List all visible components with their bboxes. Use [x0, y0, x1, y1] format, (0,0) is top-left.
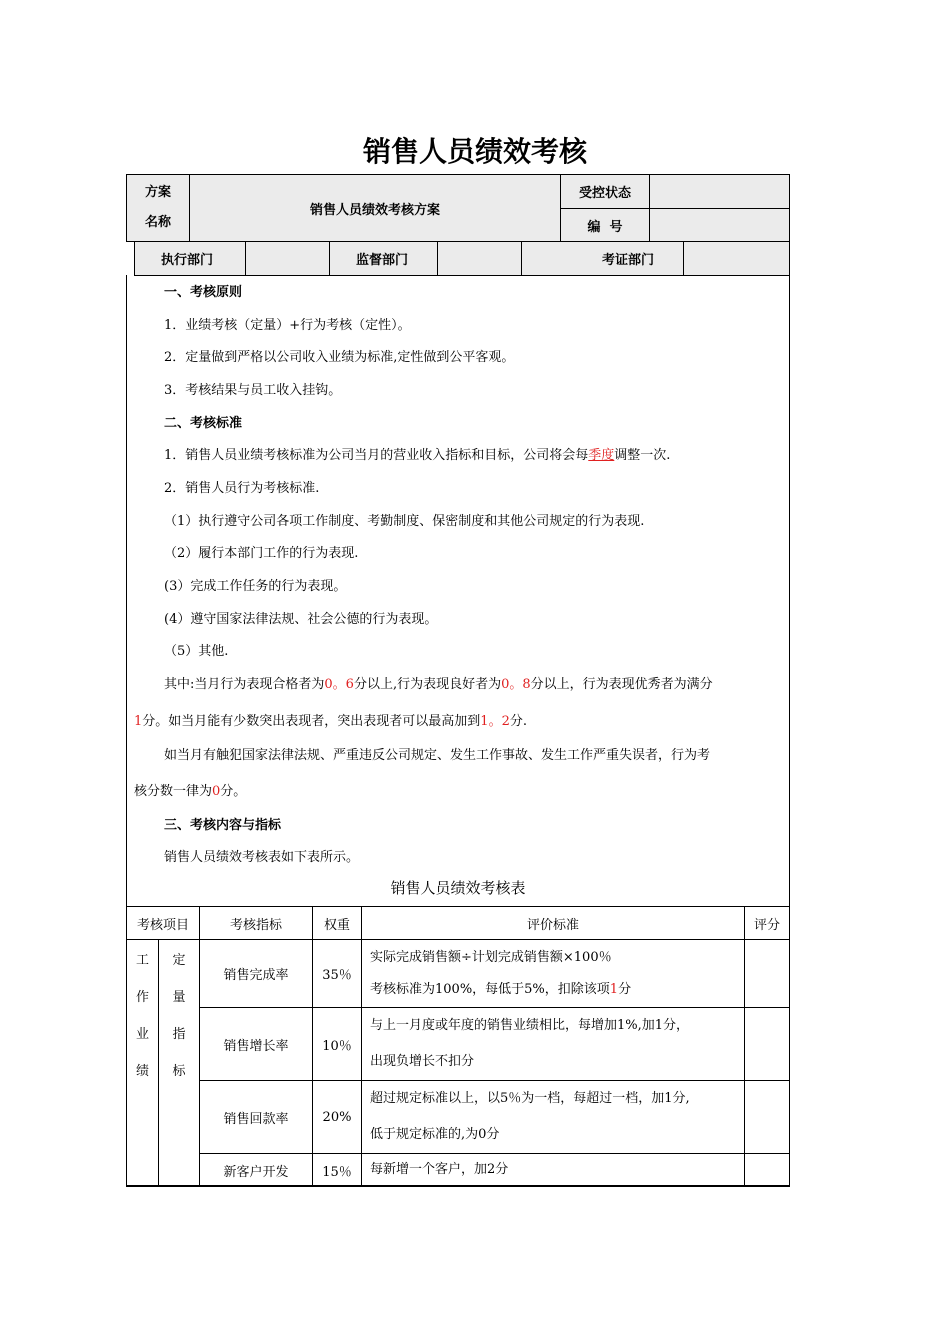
p1-text-d: 分。如当月能有少数突出表现者，突出表现者可以最高加到: [142, 714, 481, 729]
scheme-name-label-line1: 方案: [144, 185, 171, 200]
kpi-criteria: [362, 1081, 745, 1154]
category-char: 工: [135, 953, 149, 968]
kpi-score-cell: [745, 940, 790, 1008]
kpi-name: 销售增长率: [200, 1008, 313, 1081]
kpi-header-item: 考核项目: [127, 907, 200, 940]
section2-item1-pre: 1．销售人员业绩考核标准为公司当月的营业收入指标和目标，公司将会每: [164, 448, 589, 463]
violation-para-line2: [134, 780, 246, 799]
kpi-criteria: [362, 1154, 745, 1187]
supervise-dept-value: [438, 242, 522, 276]
criteria-text: 分: [618, 981, 632, 997]
kpi-header-criteria: 评价标准: [362, 907, 745, 940]
section1-item-1: 1．业绩考核（定量）+行为考核（定性）。: [164, 318, 411, 333]
subcategory-char: 标: [172, 1064, 186, 1079]
criteria-line: 出现负增长不扣分: [370, 1054, 475, 1069]
p1-text-c: 分以上，行为表现优秀者为满分: [530, 677, 713, 692]
page-title: 销售人员绩效考核: [362, 135, 587, 168]
category-char: 绩: [135, 1064, 149, 1079]
kpi-score-cell: [745, 1154, 790, 1187]
control-status-value: [650, 175, 790, 209]
kpi-weight: 10％: [313, 1008, 362, 1081]
department-row: [134, 241, 790, 276]
kpi-header-indicator: 考核指标: [200, 907, 313, 940]
kpi-weight: 15％: [313, 1154, 362, 1187]
category-char: 作: [135, 990, 149, 1005]
scheme-name-label-line2: 名称: [144, 215, 171, 230]
table-row: [127, 1008, 790, 1081]
section3-heading: 三、考核内容与指标: [164, 818, 282, 833]
section2-heading: 二、考核标准: [164, 416, 243, 431]
kpi-table: [126, 906, 790, 1187]
kpi-criteria: [362, 1008, 745, 1081]
scheme-name-label: [127, 175, 190, 242]
violation-para-line1: 如当月有触犯国家法律法规、严重违反公司规定、发生工作事故、发生工作严重失误者，行为考: [164, 748, 711, 763]
section2-item-2: 2．销售人员行为考核标准.: [164, 481, 320, 496]
category-char: 业: [135, 1027, 149, 1042]
section2-sub-2: （2）履行本部门工作的行为表现.: [164, 546, 359, 561]
kpi-table-caption: 销售人员绩效考核表: [390, 879, 526, 897]
criteria-line: 与上一月度或年度的销售业绩相比，每增加1%,加1分，: [370, 1018, 690, 1033]
behavior-score-para-line2: [134, 710, 527, 729]
section2-sub-5: （5）其他.: [164, 644, 229, 659]
section2-sub-1: （1）执行遵守公司各项工作制度、考勤制度、保密制度和其他公司规定的行为表现.: [164, 514, 645, 529]
section2-sub-3: (3）完成工作任务的行为表现。: [164, 579, 347, 594]
control-status-label: 受控状态: [561, 175, 650, 209]
kpi-name: 新客户开发: [200, 1154, 313, 1187]
p1-text-a: 其中:当月行为表现合格者为: [164, 677, 325, 692]
kpi-header-score: 评分: [745, 907, 790, 940]
p2-red-zero: 0: [212, 784, 221, 799]
subcategory-char: 定: [172, 953, 186, 968]
p1-red-qualified: 0。6: [324, 677, 354, 692]
p1-text-b: 分以上,行为表现良好者为: [353, 677, 502, 692]
subcategory-char: 量: [172, 990, 186, 1005]
criteria-text: 考核标准为100%，每低于5%，扣除该项: [370, 981, 610, 997]
kpi-score-cell: [745, 1008, 790, 1081]
subcategory-char: 指: [172, 1027, 186, 1042]
p1-red-good: 0。8: [501, 677, 531, 692]
behavior-score-para-line1: [164, 673, 713, 692]
criteria-line: 低于规定标准的,为0分: [370, 1127, 500, 1142]
p1-red-max: 1。2: [480, 714, 510, 729]
number-label: 编 号: [561, 209, 650, 242]
kpi-weight: 35％: [313, 940, 362, 1008]
kpi-score-cell: [745, 1081, 790, 1154]
section2-sub-4: (4）遵守国家法律法规、社会公德的行为表现。: [164, 612, 438, 627]
p1-red-full: 1: [134, 714, 143, 729]
kpi-subcategory-quantitative: [159, 940, 200, 1187]
criteria-line: 每新增一个客户，加2分: [370, 1162, 509, 1177]
season-highlight: 季度: [588, 448, 615, 463]
kpi-name: 销售完成率: [200, 940, 313, 1008]
exec-dept-value: [246, 242, 330, 276]
p2-text-b: 核分数一律为: [134, 784, 213, 799]
scheme-header-table: [126, 174, 790, 242]
number-value: [650, 209, 790, 242]
section3-intro: 销售人员绩效考核表如下表所示。: [164, 850, 360, 865]
kpi-name: 销售回款率: [200, 1081, 313, 1154]
criteria-red-value: 1: [609, 981, 619, 997]
section2-item1-post: 调整一次.: [614, 448, 671, 463]
scheme-name-value: 销售人员绩效考核方案: [190, 175, 561, 242]
exec-dept-label: 执行部门: [135, 242, 246, 276]
section1-item-2: 2．定量做到严格以公司收入业绩为标准,定性做到公平客观。: [164, 350, 515, 365]
criteria-line: 超过规定标准以上，以5％为一档，每超过一档，加1分,: [370, 1091, 690, 1106]
supervise-dept-label: 监督部门: [330, 242, 438, 276]
table-row: [127, 940, 790, 1008]
table-row: [127, 1154, 790, 1187]
p1-text-e: 分.: [509, 714, 527, 729]
criteria-line: [370, 974, 744, 1006]
section1-item-3: 3．考核结果与员工收入挂钩。: [164, 383, 342, 398]
p2-text-c: 分。: [220, 784, 247, 799]
section1-heading: 一、考核原则: [164, 285, 243, 300]
table-row: [127, 1081, 790, 1154]
section2-item-1: [164, 444, 670, 463]
kpi-weight: 20%: [313, 1081, 362, 1154]
kpi-criteria: [362, 940, 745, 1008]
criteria-line: 实际完成销售额÷计划完成销售额×100％: [370, 949, 612, 965]
verify-dept-label: 考证部门: [522, 242, 684, 276]
kpi-header-weight: 权重: [313, 907, 362, 940]
verify-dept-value: [684, 242, 790, 276]
kpi-category-work-performance: [127, 940, 159, 1187]
